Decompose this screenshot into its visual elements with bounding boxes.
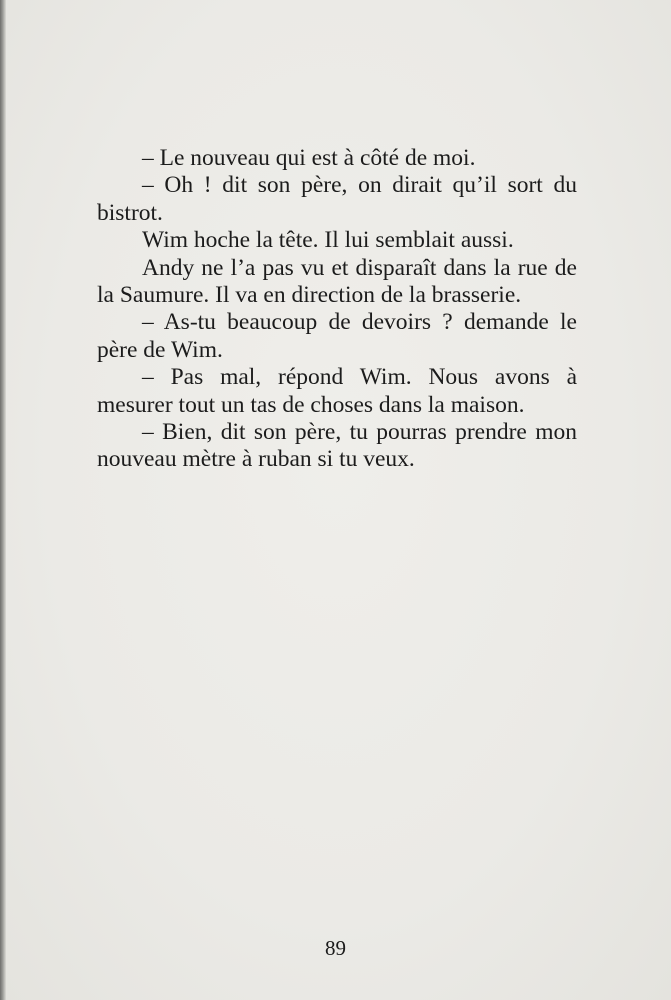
page-number: 89 bbox=[325, 936, 346, 960]
paragraph: Wim hoche la tête. Il lui semblait aussi. bbox=[142, 227, 514, 254]
paragraph: – Le nouveau qui est à côté de moi. bbox=[142, 145, 476, 171]
paragraph: – As-tu beaucoup de devoirs ? demande le père de Wim. bbox=[97, 309, 577, 363]
paragraph: – Bien, dit son père, tu pourras prendre mon nouveau mètre à ruban si tu veux. bbox=[97, 419, 577, 473]
body-text bbox=[97, 145, 577, 474]
paragraph: – Pas mal, répond Wim. Nous avons à mesurer tout un tas de choses dans la maison. bbox=[97, 364, 577, 418]
paragraph: Andy ne l’a pas vu et disparaît dans la rue de la Saumure. Il va en direction de la brasserie. bbox=[97, 254, 577, 309]
paragraph: – Oh ! dit son père, on dirait qu’il sort du bistrot. bbox=[97, 172, 577, 226]
page-spine-edge bbox=[0, 0, 6, 1000]
